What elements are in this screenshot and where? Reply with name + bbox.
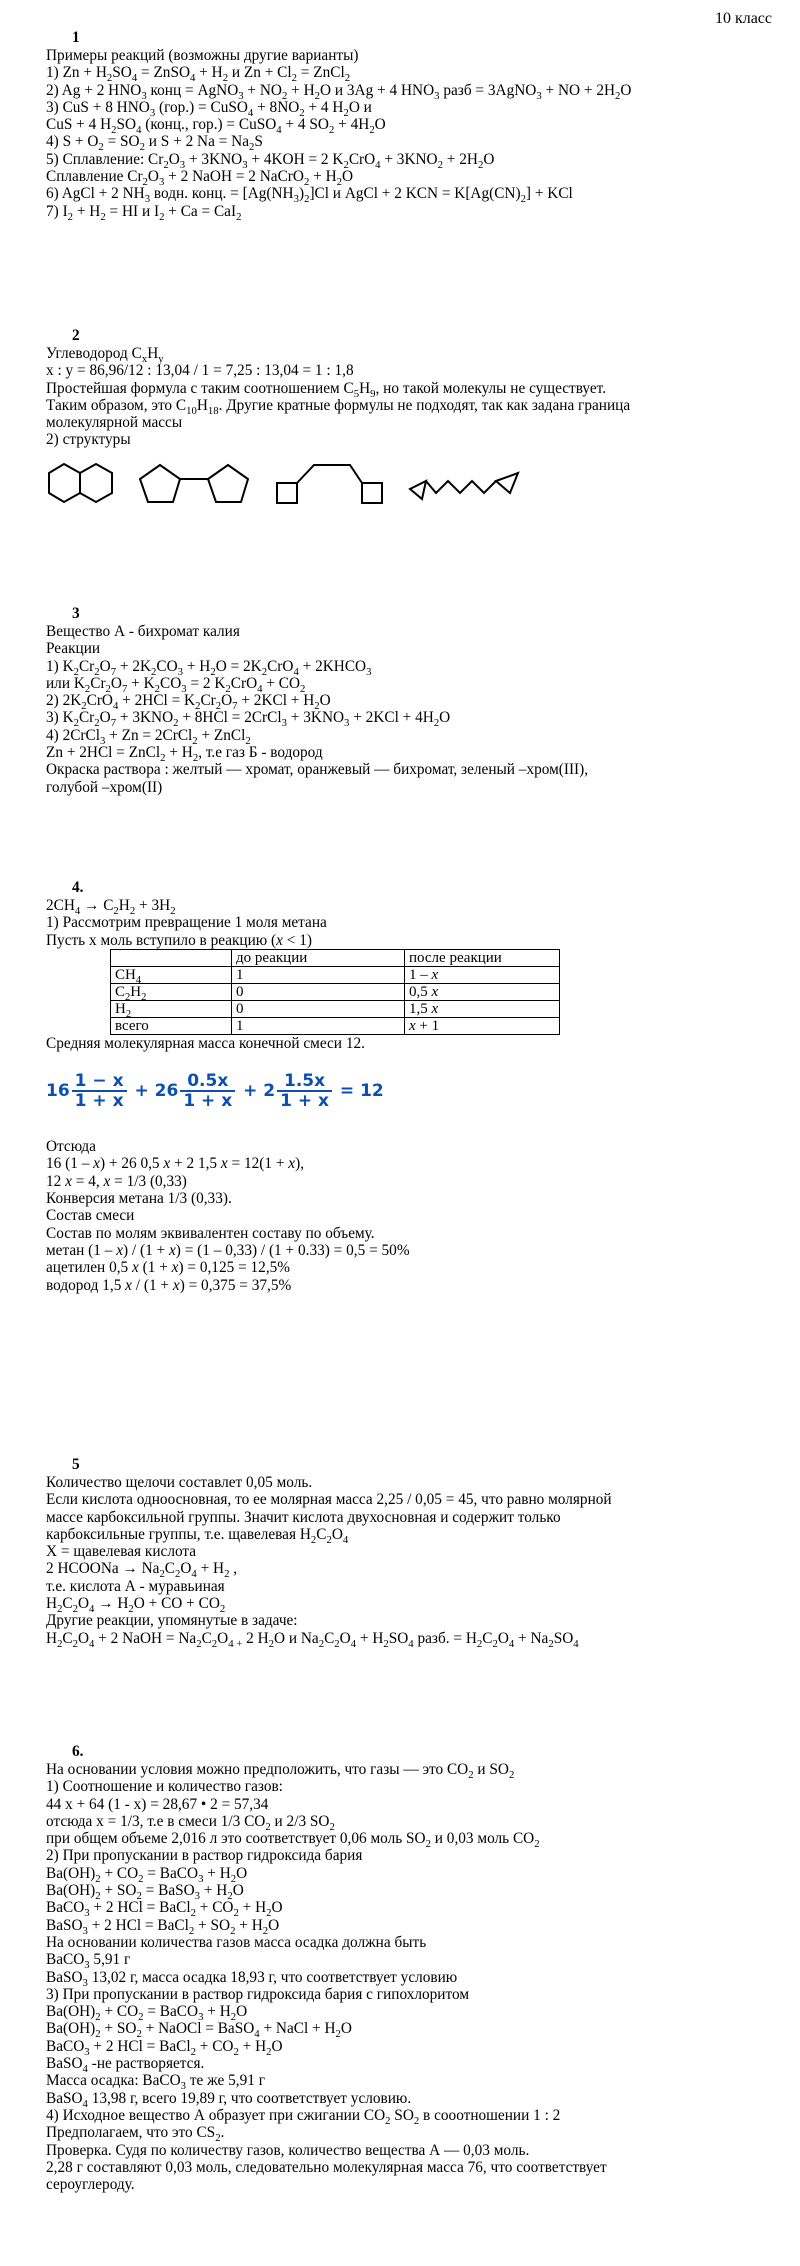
text-line: BaSO$_4$ -не растворяется. xyxy=(46,2055,205,2076)
text-line: $Ba(OH)_2 + SO_2$ + NaOCl = BaSO$_4$ + NaCl + $H_2O$ xyxy=(46,2020,352,2041)
text-line: 2) Ag + 2 $HNO_3$ конц = AgNO$_3$ + $NO_2 + H_2O$ и 3Ag + 4 $HNO_3$ разб = 3AgNO$_3$ + NO + $2H_2O$ xyxy=(46,81,632,102)
table-row xyxy=(111,1000,560,1017)
section-1-lines xyxy=(46,47,786,223)
table-row xyxy=(111,1017,560,1034)
dicyclopropyl-hexane-structure xyxy=(406,459,522,509)
section-number: 4. xyxy=(72,879,84,896)
table-cell: $C_2H_2$ xyxy=(111,983,232,1000)
section-number: 3 xyxy=(72,605,80,622)
text-line: Состав по молям эквивалентен составу по объему. xyxy=(46,1224,375,1242)
fraction-3: $\frac{1.5x}{1 + x}$ xyxy=(277,1072,332,1110)
section-2 xyxy=(46,326,786,517)
dicyclobutyl-ethane-structure xyxy=(274,459,386,509)
text-line: молекулярной массы xyxy=(46,414,183,432)
text-line: Проверка. Судя по количеству газов, количество вещества А — 0,03 моль. xyxy=(46,2141,530,2159)
text-line: метан (1 – x) / (1 + x) = (1 – 0,33) / (1 + 0.33) = 0,5 = 50% xyxy=(46,1241,410,1259)
text-line: т.е. кислота А - муравьиная xyxy=(46,1577,225,1595)
text-line: 2,28 г составляют 0,03 моль, следовательно молекулярная масса 76, что соответствует xyxy=(46,2158,607,2176)
decalin-structure xyxy=(46,459,116,509)
equation-rhs: 12 xyxy=(360,1081,384,1102)
text-line: $2CH_4 \to C_2H_2 + 3H_2$ xyxy=(46,897,176,918)
text-line: На основании условия можно предположить, что газы — это $CO_2$ и $SO_2$ xyxy=(46,1761,515,1782)
section-5-lines xyxy=(46,1474,786,1650)
table-header-row xyxy=(111,949,560,966)
text-line: 2) структуры xyxy=(46,431,131,449)
table-cell: 1 xyxy=(232,966,405,983)
text-line: или $K_2Cr_2O_7 + K_2CO_3 = 2$ $K_2CrO_4 + CO_2$ xyxy=(46,674,306,695)
text-line: BaSO$_4$ 13,98 г, всего 19,89 г, что соответствует условию. xyxy=(46,2089,412,2110)
section-5 xyxy=(46,1455,786,1650)
text-line: Примеры реакций (возможны другие варианты) xyxy=(46,47,359,64)
table-cell: 1,5 x xyxy=(405,1000,560,1017)
text-line: при общем объеме 2,016 л это соответствует 0,06 моль $SO_2$ и 0,03 моль $CO_2$ xyxy=(46,1830,540,1851)
conversion-table xyxy=(110,949,560,1035)
table-cell xyxy=(111,949,232,966)
coef-2: 26 xyxy=(154,1081,179,1102)
table-cell: всего xyxy=(111,1017,232,1034)
text-line: 1) $K_2Cr_2O_7 + 2K_2CO_3 + H_2O = 2K_2CrO_4$ + $2KHCO_3$ xyxy=(46,657,372,678)
table-row xyxy=(111,983,560,1000)
text-line: CuS + 4 $H_2SO_4$ (конц., гор.) = CuSO$_4$ + 4 $SO_2 + 4H_2O$ xyxy=(46,116,386,137)
text-line: отсюда x = 1/3, т.е в смеси 1/3 $CO_2$ и 2/3 $SO_2$ xyxy=(46,1812,335,1833)
text-line: Zn + 2HCl = ZnCl$_2$ + $H_2$, т.е газ Б - водород xyxy=(46,744,323,765)
text-line: 12 x = 4, x = 1/3 (0,33) xyxy=(46,1172,187,1190)
text-line: Углеводород $C_xH_y$ xyxy=(46,345,164,366)
table-cell: 1 – x xyxy=(405,966,560,983)
text-line: Окраска раствора : желтый — хромат, оранжевый — бихромат, зеленый –хром(III), xyxy=(46,761,589,779)
text-line: 44 x + 64 (1 - x) = 28,67 • 2 = 57,34 xyxy=(46,1795,269,1813)
section-6 xyxy=(46,1742,786,2193)
text-line: Таким образом, это $C_{10}H_{18}$. Другие кратные формулы не подходят, так как задана граница xyxy=(46,396,631,417)
table-row xyxy=(111,966,560,983)
section-1 xyxy=(46,28,786,223)
text-line: Если кислота одноосновная, то ее молярная масса 2,25 / 0,05 = 45, что равно молярной xyxy=(46,1491,612,1509)
text-line: $Ba(OH)_2 + SO_2$ = BaSO$_3$ + $H_2O$ xyxy=(46,1882,244,1903)
text-line: Пусть x моль вступило в реакцию (x < 1) xyxy=(46,931,312,949)
table-cell: 0,5 x xyxy=(405,983,560,1000)
text-line: Количество щелочи составлет 0,05 моль. xyxy=(46,1474,313,1491)
text-line: карбоксильные группы, т.е. щавелевая $H_2C_2O_4$ xyxy=(46,1525,349,1546)
grade-label: 10 класс xyxy=(714,10,772,27)
text-line: $H_2C_2O_4 + 2$ NaOH = $Na_2C_2O_{4 +}$ 2 $H_2O$ и $Na_2C_2O_4 + H_2SO_4$ разб. = $H_2C_2O_4 + Na_2SO_4$ xyxy=(46,1629,579,1650)
text-line: массе карбоксильной группы. Значит кислота двухосновная и содержит только xyxy=(46,1508,561,1526)
text-line: 4) 2CrCl$_3$ + Zn = 2CrCl$_2$ + ZnCl$_2$ xyxy=(46,726,251,747)
section-number: 5 xyxy=(72,1456,80,1473)
section-number: 6. xyxy=(72,1743,84,1760)
text-line: Предполагаем, что это $CS_2$. xyxy=(46,2124,225,2145)
text-line: Простейшая формула с таким соотношением $C_5H_9$, но такой молекулы не существует. xyxy=(46,379,607,400)
text-line: $H_2C_2O_4 \to H_2O$ + CO + $CO_2$ xyxy=(46,1595,226,1616)
text-line: 6) AgCl + 2 $NH_3$ водн. конц. = $[Ag(NH_3)_2]Cl$ и AgCl + 2 KCN = $K[Ag(CN)_2]$ + KCl xyxy=(46,185,573,206)
table-cell: до реакции xyxy=(232,949,405,966)
table-cell: 1 xyxy=(232,1017,405,1034)
text-line: На основании количества газов масса осадка должна быть xyxy=(46,1933,427,1951)
text-line: $Ba(OH)_2 + CO_2$ = BaCO$_3$ + $H_2O$ xyxy=(46,1864,248,1885)
structures-row xyxy=(46,451,786,517)
text-line: BaCO$_3$ + 2 HCl = BaCl$_2$ + $CO_2 + H_2O$ xyxy=(46,1899,283,1920)
section-4-lines-before xyxy=(46,897,786,949)
text-line: $Ba(OH)_2 + CO_2$ = BaCO$_3$ + $H_2O$ xyxy=(46,2003,248,2024)
text-line: 2 HCOONa → $Na_2C_2O_4 + H_2$ , xyxy=(46,1560,238,1581)
text-line: Другие реакции, упомянутые в задаче: xyxy=(46,1612,298,1630)
text-line: BaSO$_3$ 13,02 г, масса осадка 18,93 г, что соответствует условию xyxy=(46,1968,458,1989)
text-line: 1) Рассмотрим превращение 1 моля метана xyxy=(46,914,327,932)
table-cell: 0 xyxy=(232,1000,405,1017)
text-line: 7) $I_2 + H_2$ = HI и $I_2 + Ca = CaI_2$ xyxy=(46,202,242,223)
text-line: голубой –хром(II) xyxy=(46,778,163,796)
text-line: BaSO$_3$ + 2 HCl = BaCl$_2$ + $SO_2 + H_2O$ xyxy=(46,1916,280,1937)
text-line: x : y = 86,96/12 : 13,04 / 1 = 7,25 : 13,04 = 1 : 1,8 xyxy=(46,362,354,380)
fraction-2: $\frac{0.5x}{1 + x}$ xyxy=(180,1072,235,1110)
text-line: Сплавление $Cr_2O_3 + 2$ NaOH = 2 NaCrO$_2$ + $H_2O$ xyxy=(46,168,354,189)
text-line: водород 1,5 x / (1 + x) = 0,375 = 37,5% xyxy=(46,1276,292,1294)
table-cell: $CH_4$ xyxy=(111,966,232,983)
text-line: 1) Соотношение и количество газов: xyxy=(46,1778,283,1796)
text-line: 3) CuS + 8 $HNO_3$ (гор.) = CuSO$_4$ + $8NO_2 + 4$ $H_2O$ и xyxy=(46,98,372,119)
text-line: BaCO$_3$ + 2 HCl = BaCl$_2$ + $CO_2 + H_2O$ xyxy=(46,2037,283,2058)
text-line: Масса осадка: BaCO$_3$ те же 5,91 г xyxy=(46,2072,265,2093)
text-line: сероуглероду. xyxy=(46,2176,135,2194)
text-line: 4) $S + O_2 = SO_2$ и S + 2 $Na = Na_2S$ xyxy=(46,133,263,154)
text-line: 2) При пропускании в раствор гидроксида бария xyxy=(46,1847,363,1865)
text-line: ацетилен 0,5 x (1 + x) = 0,125 = 12,5% xyxy=(46,1259,291,1277)
text-line: Отсюда xyxy=(46,1138,96,1156)
section-4-lines-after xyxy=(46,1138,786,1294)
table-cell: 0 xyxy=(232,983,405,1000)
text-line: Вещество А - бихромат калия xyxy=(46,623,240,640)
text-line: 3) При пропускании в раствор гидроксида бария с гипохлоритом xyxy=(46,1985,469,2003)
section-number: 1 xyxy=(72,29,80,46)
table-cell: $H_2$ xyxy=(111,1000,232,1017)
fraction-1: $\frac{1 - x}{1 + x}$ xyxy=(72,1072,127,1110)
text-line: 3) $K_2Cr_2O_7 + 3KNO_2 + 8HCl$ = 2CrCl$_3$ + $3KNO_3 + 2KCl + 4H_2O$ xyxy=(46,709,451,730)
text-line: 2) $2K_2CrO_4 + 2HCl = K_2Cr_2O_7 + 2KCl + H_2O$ xyxy=(46,692,331,713)
text-line: X = щавелевая кислота xyxy=(46,1543,197,1561)
text-line: 16 (1 – x) + 26 0,5 x + 2 1,5 x = 12(1 + x), xyxy=(46,1155,305,1173)
text-line: 4) Исходное вещество А образует при сжигании $CO_2$ $SO_2$ в сооотношении 1 : 2 xyxy=(46,2106,561,2127)
avg-mass-note: Средняя молекулярная масса конечной смеси 12. xyxy=(46,1034,365,1052)
coef-1: 16 xyxy=(46,1081,70,1102)
text-line: 1) $Zn + H_2SO_4$ = ZnSO$_4$ + $H_2$ и $Zn + Cl_2$ = ZnCl$_2$ xyxy=(46,64,351,85)
table-cell: после реакции xyxy=(405,949,560,966)
section-4 xyxy=(46,878,786,1294)
text-line: Конверсия метана 1/3 (0,33). xyxy=(46,1190,232,1208)
coef-3: 2 xyxy=(263,1081,276,1102)
bicyclopentyl-structure xyxy=(136,459,254,509)
section-3 xyxy=(46,604,786,796)
text-line: Состав смеси xyxy=(46,1207,135,1225)
text-line: 5) Сплавление: $Cr_2O_3 + 3KNO_3 + 4KOH = 2$ $K_2CrO_4 + 3KNO_2 + 2H_2O$ xyxy=(46,150,495,171)
section-2-lines xyxy=(46,345,786,449)
section-number: 2 xyxy=(72,327,80,344)
section-3-lines xyxy=(46,623,786,796)
mass-equation: 16 $\frac{1 - x}{1 + x}$ + 26 $\frac{0.5x}{1 + x}$ + 2 $\frac{1.5x}{1 + x}$ = 12 xyxy=(46,1071,384,1112)
section-6-lines xyxy=(46,1761,786,2193)
text-line: Реакции xyxy=(46,640,101,658)
text-line: BaCO$_3$ 5,91 г xyxy=(46,1951,131,1972)
table-cell: x + 1 xyxy=(405,1017,560,1034)
